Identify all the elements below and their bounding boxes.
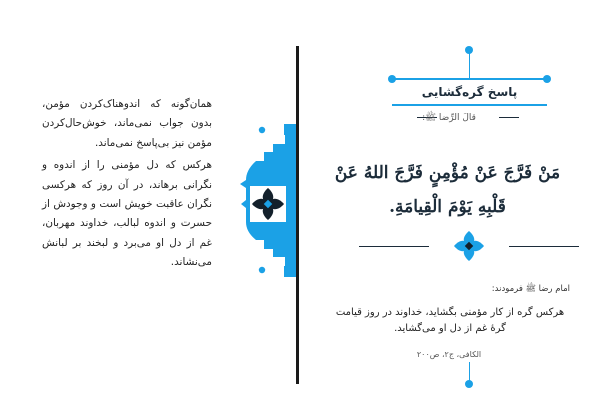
title-dot-left (388, 75, 396, 83)
narrator-line: قالَ الرِّضا ﷺ: (422, 113, 476, 123)
medallion-top-dot (259, 127, 265, 133)
hadith-text: مَنْ فَرَّجَ عَنْ مُؤْمِنٍ فَرَّجَ اللهُ عَنْ قَلْبِهِ يَوْمَ الْقِيامَةِ. (334, 163, 561, 217)
right-page (299, 0, 600, 412)
medallion-neck-top (284, 124, 296, 135)
title-box (392, 78, 547, 106)
medallion-bottom-dot (259, 267, 265, 273)
bottom-accent-dot (465, 380, 473, 388)
divider-right (509, 246, 579, 247)
paragraph-1: همان‌گونه که اندوهناک‌کردن مؤمن، بدون جواب نمی‌ماند، خوش‌حال‌کردن مؤمن نیز بی‌پاسخ نمی‌ماند. (42, 98, 212, 149)
hadith-source: الکافی، ج۲، ص۲۰۰ (416, 350, 482, 359)
ornament-medallion (0, 0, 297, 412)
flower-ornament-icon (250, 186, 286, 222)
imam-said-line: امام رضا ﷺ فرمودند: (491, 284, 570, 294)
divider-left (359, 246, 429, 247)
bottom-accent-line (469, 362, 470, 382)
left-page (0, 0, 297, 412)
medallion-neck-bottom (284, 266, 296, 277)
page-title: پاسخ گره‌گشایی (421, 85, 518, 99)
top-accent-dot (465, 46, 473, 54)
divider-flower-icon (453, 230, 485, 262)
title-dot-right (543, 75, 551, 83)
narrator-rule-right (499, 117, 519, 118)
paragraph-2: هرکس که دل مؤمنی را از اندوه و نگرانی برهاند، در آن روز که هرکسی نگران عاقبت خویش است و وجودش از حسرت و اندوه لبالب، خداوند مهربان، غم از دل او می‌برد و لبخند بر لبانش می‌نشاند. (42, 159, 212, 269)
hadith-translation: هرکس گره از کار مؤمنی بگشاید، خداوند در روز قیامت گرهٔ غم از دل او می‌گشاید. (335, 307, 565, 334)
